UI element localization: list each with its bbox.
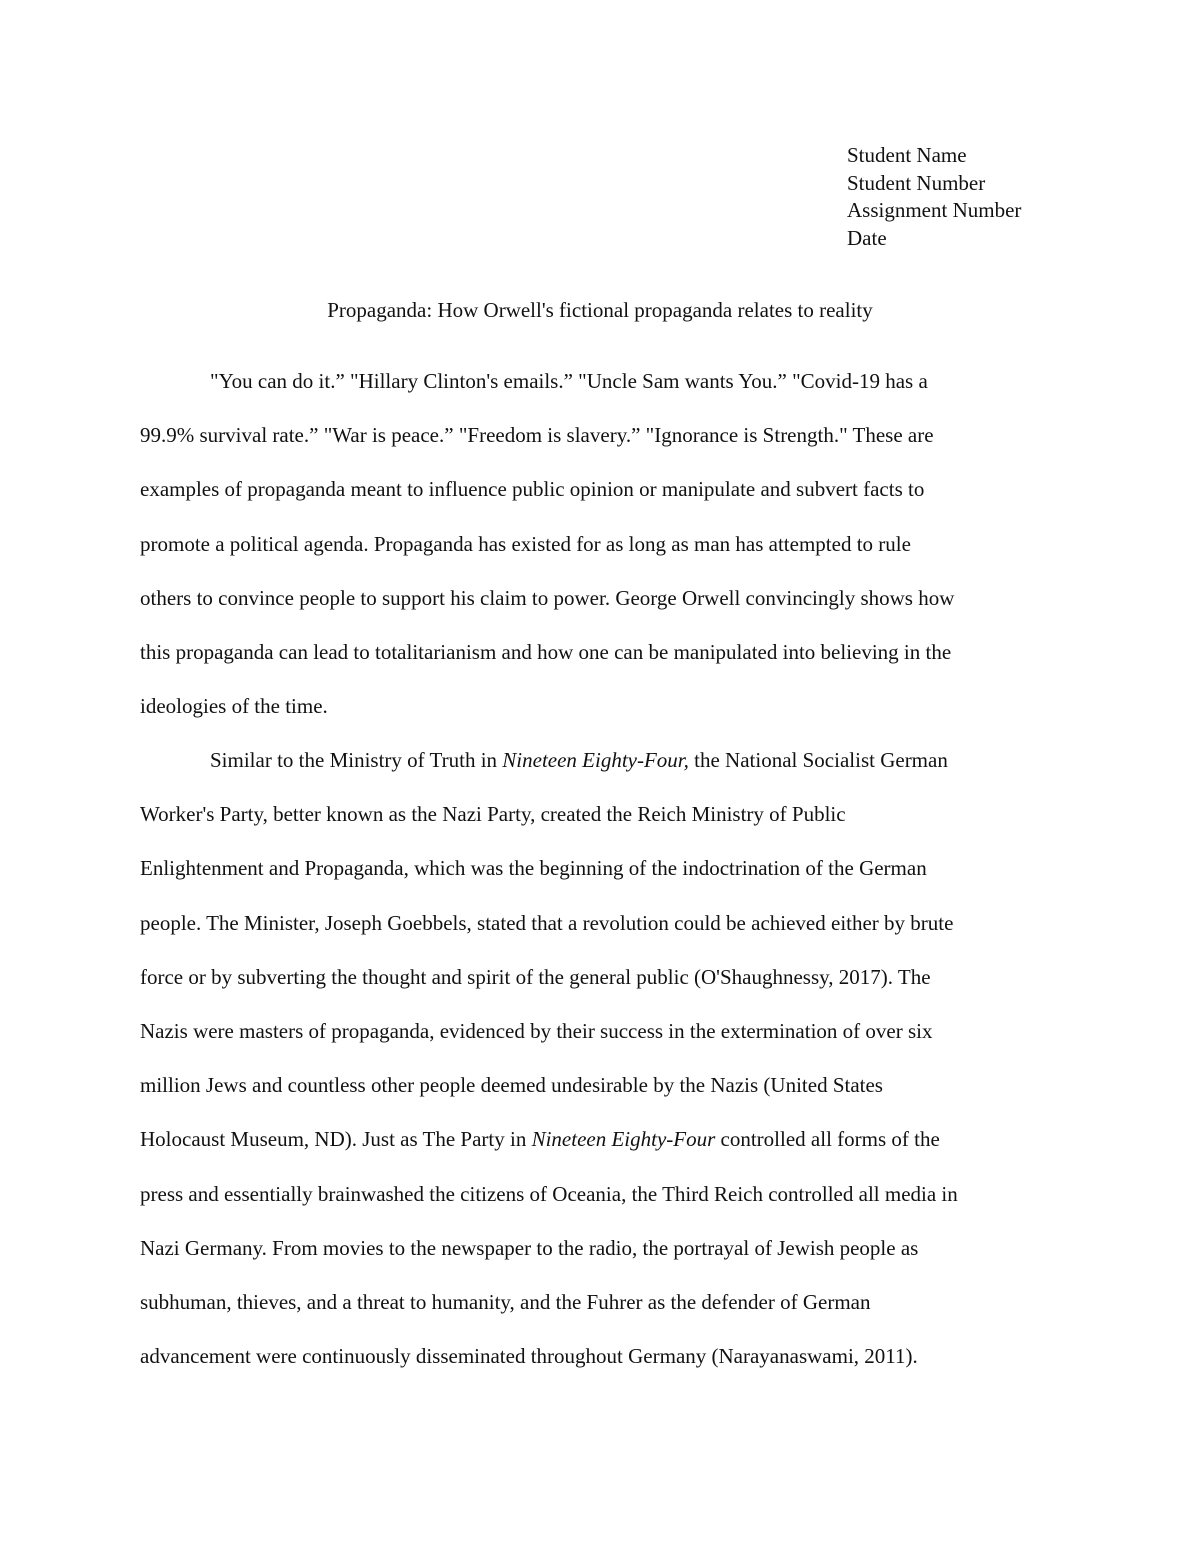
paragraph-1-line: "You can do it.” "Hillary Clinton's emails.” "Uncle Sam wants You.” "Covid-19 has a <box>210 369 928 393</box>
paragraph-2-line: advancement were continuously disseminated throughout Germany (Narayanaswami, 2011). <box>140 1344 918 1369</box>
paragraph-2-line: Nazis were masters of propaganda, evidenced by their success in the extermination of over six <box>140 1018 933 1043</box>
paragraph-1-line: promote a political agenda. Propaganda has existed for as long as man has attempted to rule <box>140 531 911 556</box>
student-header-block <box>847 142 1021 252</box>
paragraph-2-line <box>140 733 1070 787</box>
paragraph-2-line: people. The Minister, Joseph Goebbels, stated that a revolution could be achieved either by brute <box>140 910 954 935</box>
paragraph-1 <box>140 354 1070 733</box>
student-name: Student Name <box>847 143 967 167</box>
paragraph-2-line: force or by subverting the thought and spirit of the general public (O'Shaughnessy, 2017). The <box>140 964 931 989</box>
text-run: Similar to the Ministry of Truth in <box>210 748 503 772</box>
paragraph-2-line: million Jews and countless other people deemed undesirable by the Nazis (United States <box>140 1073 883 1098</box>
paragraph-1-line: this propaganda can lead to totalitarianism and how one can be manipulated into believing in the <box>140 639 952 664</box>
paragraph-2-line: Enlightenment and Propaganda, which was the beginning of the indoctrination of the German <box>140 856 927 881</box>
text-run: Holocaust Museum, ND). Just as The Party in <box>140 1127 532 1152</box>
book-title-italic: Nineteen Eighty-Four, <box>502 748 689 772</box>
paragraph-2-line: Worker's Party, better known as the Nazi Party, created the Reich Ministry of Public <box>140 802 846 827</box>
text-run: controlled all forms of the <box>715 1127 940 1152</box>
paragraph-1-line: examples of propaganda meant to influence public opinion or manipulate and subvert facts to <box>140 477 925 502</box>
date: Date <box>847 225 887 250</box>
book-title-italic: Nineteen Eighty-Four <box>531 1127 716 1152</box>
paragraph-2 <box>140 733 1070 1383</box>
student-number: Student Number <box>847 170 986 195</box>
paragraph-2-line: press and essentially brainwashed the citizens of Oceania, the Third Reich controlled all media in <box>140 1181 958 1206</box>
paragraph-1-line: 99.9% survival rate.” "War is peace.” "Freedom is slavery.” "Ignorance is Strength." These are <box>140 423 934 448</box>
essay-title: Propaganda: How Orwell's fictional propaganda relates to reality <box>327 298 873 322</box>
paragraph-2-line: subhuman, thieves, and a threat to humanity, and the Fuhrer as the defender of German <box>140 1289 871 1314</box>
paragraph-2-line <box>140 1112 1070 1166</box>
paragraph-1-line: ideologies of the time. <box>140 694 328 719</box>
assignment-number: Assignment Number <box>847 198 1022 222</box>
text-run: the National Socialist German <box>688 748 948 772</box>
paragraph-1-line: others to convince people to support his claim to power. George Orwell convincingly shows how <box>140 585 955 610</box>
paragraph-2-line: Nazi Germany. From movies to the newspaper to the radio, the portrayal of Jewish people as <box>140 1235 919 1260</box>
